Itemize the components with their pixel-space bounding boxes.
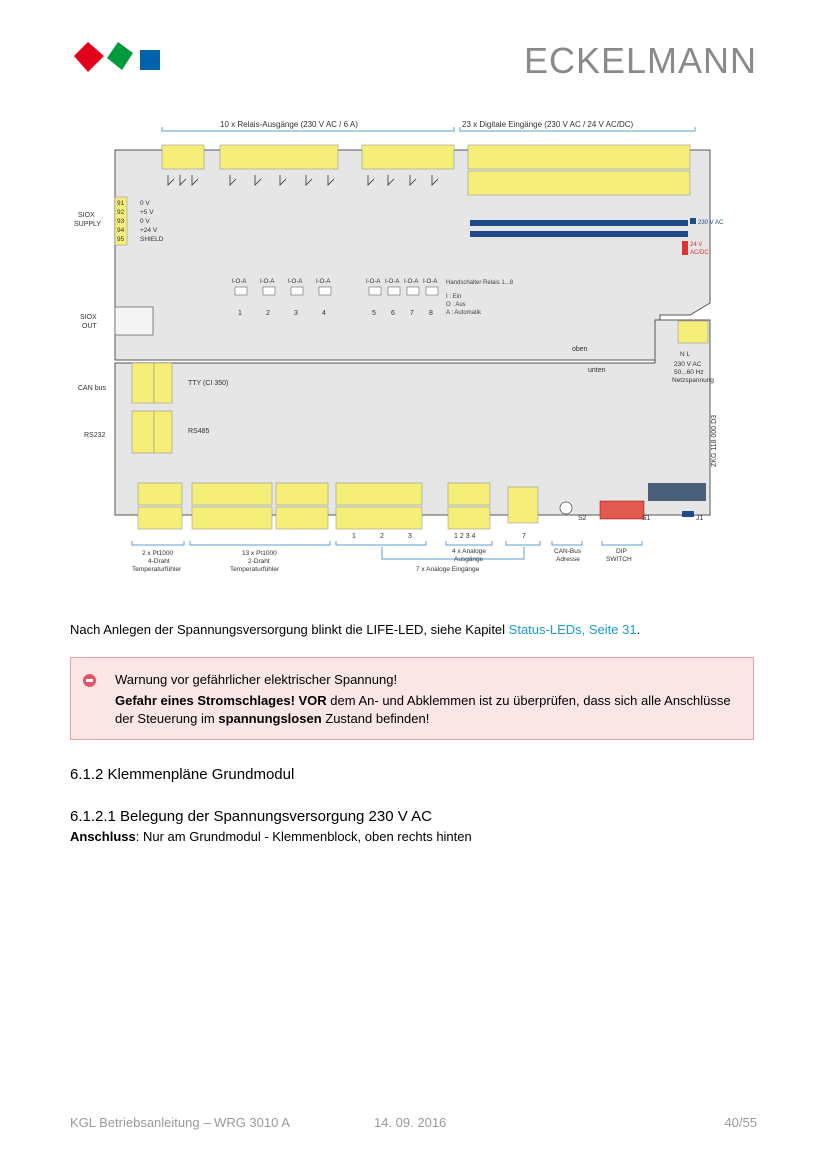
siox-supply-label-1: SIOX	[78, 212, 95, 219]
mains-frequency: 50...60 Hz	[674, 369, 704, 376]
para-end: .	[636, 622, 641, 637]
tty-label: TTY (CI 350)	[188, 380, 229, 387]
hand-switch-label: I-O-A	[366, 279, 381, 285]
dip-switch-label: SWITCH	[606, 556, 632, 563]
supply-terminal: 92	[117, 209, 125, 216]
can-address-label: CAN-Bus	[554, 548, 582, 555]
connection-label: Anschluss	[70, 829, 136, 844]
analog-out-numbers: 1 2 3 4	[454, 533, 476, 540]
hand-legend-item: I : Ein	[446, 294, 462, 300]
connection-line	[70, 829, 472, 844]
footer-doc-title: KGL Betriebsanleitung – WRG 3010 A	[70, 1115, 290, 1130]
hand-switch-number: 1	[238, 310, 242, 317]
oben-label: oben	[572, 346, 588, 353]
footer-page: 40/55	[724, 1115, 757, 1130]
unten-label: unten	[588, 367, 606, 374]
analog-in-number: 7	[522, 533, 526, 540]
can-address-label: Adresse	[556, 556, 580, 563]
relays-label: 10 x Relais-Ausgänge (230 V AC / 6 A)	[220, 120, 358, 129]
supply-signal: 0 V	[140, 218, 150, 225]
intro-paragraph	[70, 622, 640, 637]
hand-switch-number: 2	[266, 310, 270, 317]
analog-in-number: 1	[352, 533, 356, 540]
warning-bold-1: Gefahr eines Stromschlages! VOR	[115, 693, 327, 708]
siox-out-label-2: OUT	[82, 323, 97, 330]
status-leds-link[interactable]: Status-LEDs, Seite 31	[508, 622, 637, 637]
warning-body	[115, 692, 735, 728]
can-label: CAN bus	[78, 385, 107, 392]
switch-label: S2	[578, 515, 587, 522]
pt1000-a-label: Temperaturfühler	[132, 566, 182, 573]
supply-terminal: 91	[117, 200, 125, 207]
eckelmann-logo-squares	[72, 40, 164, 74]
hand-switch-label: I-O-A	[404, 279, 419, 285]
hand-legend-title: Handschalter Relais 1...8	[446, 280, 514, 286]
legend-24v: 24 V	[690, 242, 703, 248]
supply-signal: +24 V	[140, 227, 158, 234]
hand-switch-label: I-O-A	[288, 279, 303, 285]
analog-out-label: 4 x Analoge	[452, 548, 486, 555]
supply-signal: SHIELD	[140, 236, 164, 243]
para-text: Nach Anlegen der Spannungsversorgung blinkt die LIFE-LED, siehe Kapitel	[70, 622, 509, 637]
subsection-heading: 6.1.2.1 Belegung der Spannungsversorgung 230 V AC	[70, 808, 432, 825]
hand-switch-label: I-O-A	[232, 279, 247, 285]
mains-nl: N L	[680, 351, 691, 358]
mains-label: Netzspannung	[672, 377, 714, 384]
digital-label: 23 x Digitale Eingänge (230 V AC / 24 V AC/DC)	[462, 120, 634, 129]
analog-in-number: 2	[380, 533, 384, 540]
supply-terminal: 95	[117, 236, 125, 243]
hand-legend-item: A : Automatik	[446, 310, 482, 316]
supply-signal: +5 V	[140, 209, 154, 216]
hand-switch-label: I-O-A	[423, 279, 438, 285]
serial-number: ZKG 118 000 D3	[711, 414, 718, 467]
warning-text-2: Zustand befinden!	[321, 711, 430, 726]
section-heading: 6.1.2 Klemmenpläne Grundmodul	[70, 766, 295, 783]
analog-out-label: Ausgänge	[454, 556, 484, 563]
brand-name: ECKELMANN	[523, 40, 757, 81]
siox-supply-label-2: SUPPLY	[74, 221, 102, 228]
connection-text: : Nur am Grundmodul - Klemmenblock, oben rechts hinten	[135, 829, 472, 844]
hand-switch-label: I-O-A	[385, 279, 400, 285]
pt1000-b-label: 2-Draht	[248, 558, 270, 565]
supply-terminal: 93	[117, 218, 125, 225]
hand-switch-number: 3	[294, 310, 298, 317]
pt1000-b-label: 13 x Pt1000	[242, 550, 277, 557]
pt1000-b-label: Temperaturfühler	[230, 566, 280, 573]
terminal-diagram	[70, 115, 760, 585]
analog-in-number: 3	[408, 533, 412, 540]
footer-date: 14. 09. 2016	[374, 1115, 447, 1130]
analog-in-label: 7 x Analoge Eingänge	[416, 566, 480, 573]
hand-legend-item: O : Aus	[446, 302, 466, 308]
pt1000-a-label: 2 x Pt1000	[142, 550, 174, 557]
siox-out-label-1: SIOX	[80, 314, 97, 321]
warning-text-1: dem An- und Abklemmen ist zu überprüfen, dass sich alle Anschlüsse der Steuerung im	[115, 693, 731, 726]
supply-terminal: 94	[117, 227, 125, 234]
warning-title: Warnung vor gefährlicher elektrischer Spannung!	[115, 672, 398, 687]
pt1000-a-label: 4-Draht	[148, 558, 170, 565]
warning-bold-2: spannungslosen	[218, 711, 322, 726]
mains-voltage: 230 V AC	[674, 361, 702, 368]
hand-switch-number: 4	[322, 310, 326, 317]
dip-switch-label: DIP	[616, 548, 627, 555]
hand-switch-number: 7	[410, 310, 414, 317]
warning-icon	[83, 674, 96, 687]
hand-switch-number: 8	[429, 310, 433, 317]
hand-switch-label: I-O-A	[260, 279, 275, 285]
warning-box	[70, 657, 754, 740]
hand-switch-label: I-O-A	[316, 279, 331, 285]
rs485-label: RS485	[188, 428, 210, 435]
hand-switch-number: 6	[391, 310, 395, 317]
legend-230v: 230 V AC	[698, 220, 724, 226]
rs232-label: RS232	[84, 432, 106, 439]
switch-label: J1	[696, 515, 704, 522]
legend-acdc: AC/DC	[690, 250, 709, 256]
switch-label: S1	[642, 515, 651, 522]
hand-switch-number: 5	[372, 310, 376, 317]
supply-signal: 0 V	[140, 200, 150, 207]
